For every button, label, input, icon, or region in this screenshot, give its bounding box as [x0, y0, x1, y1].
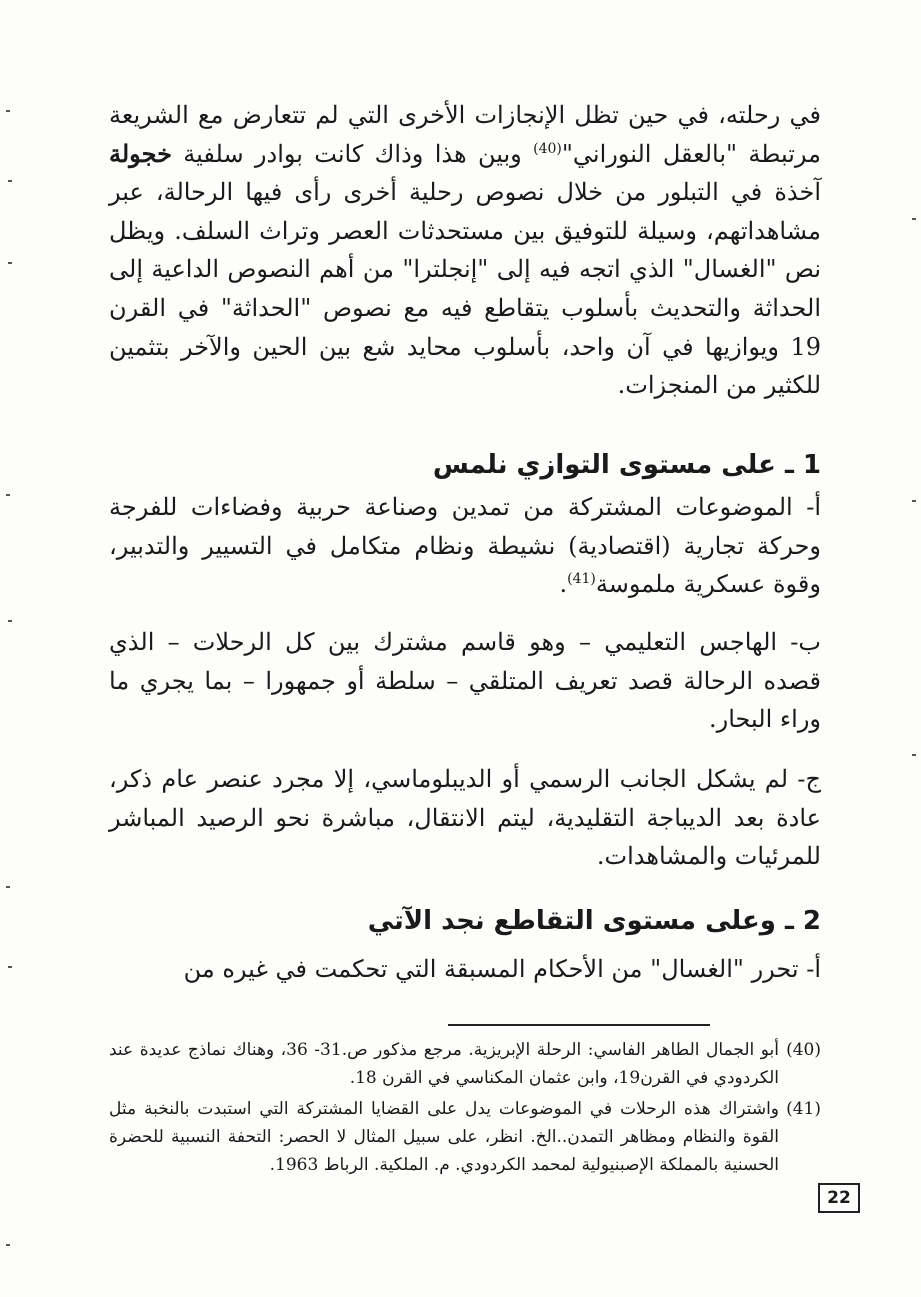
section-1-heading: 1 ـ على مستوى التوازي نلمس	[432, 450, 821, 480]
footnote-number: (41)	[786, 1099, 821, 1119]
footnote-text: واشتراك هذه الرحلات في الموضوعات يدل على القضايا المشتركة التي استبدت بالنخبة مثل القوة والنظام ومظاهر التمدن..الخ. انظر، على سبيل المثال لا الحصر: التحفة النسبية للحضرة الحسنية بالمملكة الإصبنيولية لمحمد الكردودي. م. الملكية. الرباط 1963.	[109, 1099, 779, 1175]
footnote-40	[109, 1036, 821, 1092]
scan-edge-mark	[8, 262, 12, 264]
scan-edge-mark	[8, 180, 12, 182]
intro-text-part1: في رحلته، في حين تظل الإنجازات الأخرى التي لم تتعارض مع الشريعة مرتبطة "بالعقل النوراني"	[109, 101, 821, 168]
section-2-item-a: أ- تحرر "الغسال" من الأحكام المسبقة التي تحكمت في غيره من	[183, 955, 821, 983]
footnote-text: أبو الجمال الطاهر الفاسي: الرحلة الإبريزية. مرجع مذكور ص.31- 36، وهناك نماذج عديدة عند الكردودي في القرن19، وابن عثمان المكناسي في القرن 18.	[109, 1040, 779, 1088]
intro-paragraph	[109, 96, 821, 405]
scan-edge-mark	[6, 886, 10, 888]
footnote-ref-40: (40)	[533, 140, 562, 157]
section-1-item-b: ب- الهاجس التعليمي – وهو قاسم مشترك بين كل الرحلات – الذي قصده الرحالة قصد تعريف المتلقي – سلطة أو جمهورا – بما يجري ما وراء البحار.	[109, 628, 821, 734]
scan-edge-mark	[6, 110, 10, 112]
intro-bold-word: خجولة	[109, 138, 172, 168]
scan-edge-mark	[912, 218, 916, 220]
item-a-end: .	[559, 570, 568, 599]
footnote-41	[109, 1095, 821, 1179]
scan-edge-mark	[912, 754, 916, 756]
section-1-item-c: ج- لم يشكل الجانب الرسمي أو الديبلوماسي، إلا مجرد عنصر عام ذكر، عادة بعد الديباجة التقليدية، ليتم الانتقال، مباشرة نحو الرصيد المباشر للمرئيات والمشاهدات.	[109, 765, 821, 871]
page-number: 22	[818, 1183, 860, 1213]
section-1-item-a	[109, 488, 821, 604]
intro-text-part2: وبين هذا وذاك كانت بوادر سلفية	[171, 139, 534, 168]
section-2-heading: 2 ـ وعلى مستوى التقاطع نجد الآتي	[367, 906, 821, 936]
item-a-text: أ- الموضوعات المشتركة من تمدين وصناعة حربية وفضاءات للفرجة وحركة تجارية (اقتصادية) نشيطة ونظام متكامل في التسيير والتدبير، وقوة عسكرية ملموسة	[109, 493, 821, 599]
intro-text-part3: آخذة في التبلور من خلال نصوص رحلية أخرى رأى فيها الرحالة، عبر مشاهداتهم، وسيلة للتوفيق بين مستحدثات العصر وتراث السلف. ويظل نص "الغسال" الذي اتجه فيه إلى "إنجلترا" من أهم النصوص الداعية إلى الحداثة والتحديث بأسلوب يتقاطع فيه مع نصوص "الحداثة" في القرن 19 ويوازيها في آن واحد، بأسلوب محايد شع بين الحين والآخر بتثمين للكثير من المنجزات.	[109, 178, 821, 400]
scan-edge-mark	[8, 966, 12, 968]
footnote-separator	[448, 1024, 710, 1026]
scan-edge-mark	[8, 620, 12, 622]
footnote-ref-41: (41)	[567, 571, 596, 588]
scan-edge-mark	[912, 500, 916, 502]
scan-edge-mark	[6, 1244, 10, 1246]
footnote-number: (40)	[786, 1040, 821, 1060]
scan-edge-mark	[6, 494, 10, 496]
